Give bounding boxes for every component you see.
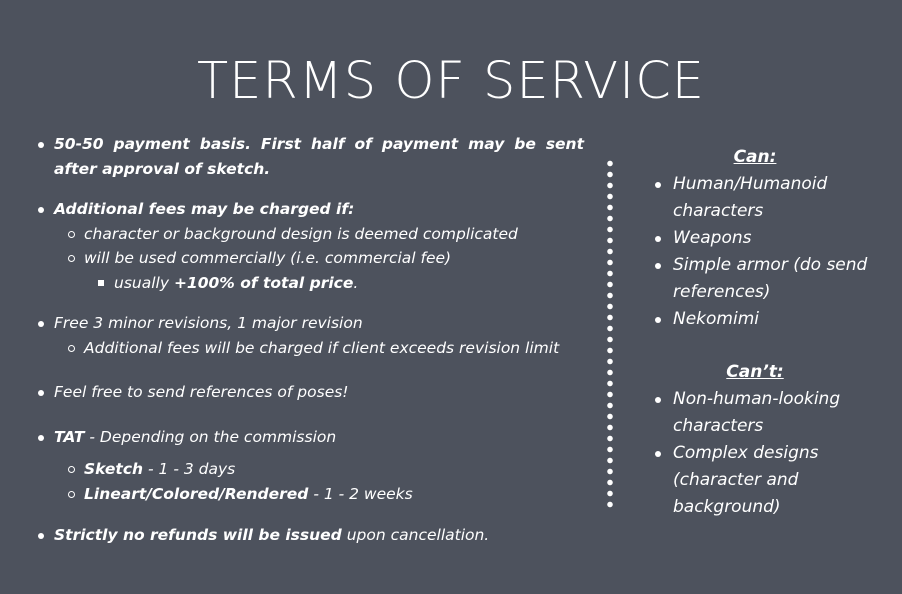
terms-list [36,132,584,548]
fee-amount: +100% of total price [173,273,354,292]
refund-policy [36,523,584,548]
fee-complicated-design: character or background design is deemed complicated [36,222,584,247]
refund-policy-text: upon cancellation. [341,526,490,544]
tat-rendered [36,482,584,507]
fee-amount-note [36,271,584,296]
can-item: Human/Humanoid characters [640,171,880,225]
refund-policy-bold: Strictly no refunds will be issued [54,526,342,544]
references-note: Feel free to send references of poses! [36,380,584,405]
revisions-limit-note: Additional fees will be charged if client exceeds revision limit [36,336,584,361]
fee-commercial-use: will be used commercially (i.e. commercial fee) [36,246,584,271]
can-cant-panel [640,144,880,521]
revisions-terms: Free 3 minor revisions, 1 major revision [36,311,584,336]
can-item: Nekomimi [640,306,880,333]
can-item: Simple armor (do send references) [640,252,880,306]
tat-sketch-time: - 1 - 3 days [143,460,236,478]
can-heading: Can: [733,147,777,167]
fee-usually: usually [114,273,174,292]
cant-heading: Can’t: [726,362,784,382]
cant-item: Complex designs (character and background) [640,440,880,521]
cant-item: Non-human-looking characters [640,386,880,440]
tat-label: TAT [54,427,85,446]
tat-sketch-label: Sketch [84,460,144,478]
can-item: Weapons [640,225,880,252]
tat-terms [36,425,584,450]
dotted-divider [607,158,613,510]
additional-fees-heading: Additional fees may be charged if: [36,197,584,222]
tat-text: - Depending on the commission [84,427,337,446]
page-title: TERMS OF SERVICE [196,52,706,111]
fee-period: . [353,273,359,292]
tat-sketch [36,457,584,482]
tat-rendered-label: Lineart/Colored/Rendered [84,484,309,503]
tat-rendered-time: - 1 - 2 weeks [308,484,413,503]
payment-terms: 50-50 payment basis. First half of payment may be sent after approval of sketch. [36,132,584,181]
